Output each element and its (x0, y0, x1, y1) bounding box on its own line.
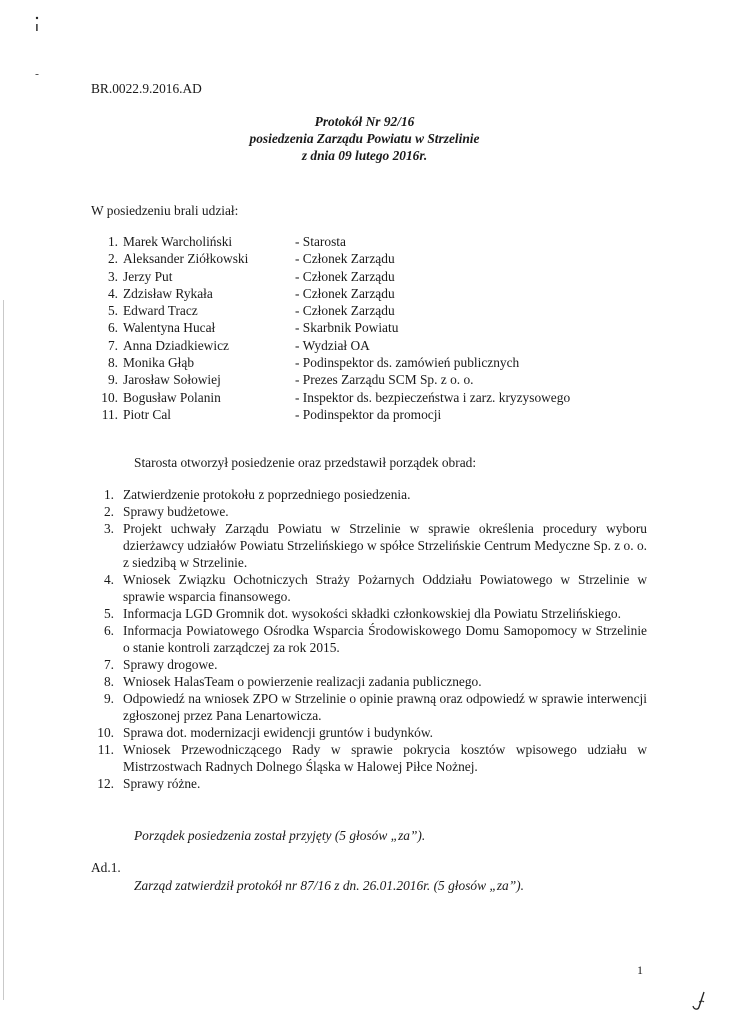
agenda-item-number: 2. (103, 504, 114, 519)
attendee-name: Marek Warcholiński (123, 234, 233, 249)
agenda-item (91, 673, 647, 690)
attendee-name: Anna Dziadkiewicz (123, 337, 229, 353)
attendee-role: - Członek Zarządu (295, 303, 395, 319)
attendee-row (91, 285, 651, 302)
attendee-row (91, 389, 651, 406)
attendee-name: Aleksander Ziółkowski (123, 251, 249, 267)
attendee-row (91, 250, 651, 267)
document-title (0, 113, 729, 164)
document-reference: BR.0022.9.2016.AD (91, 81, 202, 96)
agenda-item-number: 10. (97, 725, 114, 740)
agenda-item-text: Wniosek Przewodniczącego Rady w sprawie pokrycia kosztów wpisowego udziału w Mistrzostwach Radnych Dolnego Śląska w Halowej Piłce Nożnej. (123, 742, 647, 774)
agenda-item-number: 6. (103, 623, 114, 638)
signature-initial (690, 990, 714, 1016)
attendee-name: Edward Tracz (123, 303, 198, 319)
attendee-row (91, 302, 651, 319)
agenda-item (91, 571, 647, 605)
agenda-item-number: 11. (97, 742, 114, 757)
attendee-row (91, 371, 651, 388)
attendance-label: W posiedzeniu brali udział: (91, 203, 239, 218)
attendee-role: - Członek Zarządu (295, 285, 395, 301)
agenda-item-number: 3. (103, 521, 114, 536)
agenda-item-text: Sprawy drogowe. (123, 657, 218, 672)
agenda-item-text: Sprawy budżetowe. (123, 504, 229, 519)
attendee-role: - Podinspektor da promocji (295, 406, 442, 422)
attendee-role: - Inspektor ds. bezpieczeństwa i zarz. kryzysowego (295, 389, 571, 405)
agenda-item-number: 1. (103, 487, 114, 502)
attendee-number: 11. (101, 406, 118, 422)
attendee-number: 4. (107, 285, 118, 301)
agenda-item-number: 4. (103, 572, 114, 587)
agenda-item-text: Wniosek HalasTeam o powierzenie realizacji zadania publicznego. (123, 674, 482, 689)
agenda-item-number: 7. (103, 657, 114, 672)
agenda-list (91, 486, 647, 792)
ad1-label: Ad.1. (91, 860, 121, 875)
agenda-item (91, 656, 647, 673)
agenda-item-text: Odpowiedź na wniosek ZPO w Strzelinie o opinie prawną oraz odpowiedź w sprawie interwencji zgłoszonej przez Pana Lenartowicza. (123, 691, 647, 723)
ad1-text: Zarząd zatwierdził protokół nr 87/16 z dn. 26.01.2016r. (5 głosów „za”). (134, 878, 524, 893)
agenda-intro: Starosta otworzył posiedzenie oraz przedstawił porządek obrad: (134, 455, 477, 470)
agenda-item (91, 622, 647, 656)
agenda-item (91, 775, 647, 792)
scan-edge-line (3, 300, 4, 1000)
attendee-number: 2. (107, 251, 118, 267)
title-line-1: Protokół Nr 92/16 (314, 114, 415, 129)
attendee-role: - Wydział OA (295, 337, 370, 353)
attendee-name: Bogusław Polanin (123, 389, 221, 405)
attendee-role: - Członek Zarządu (295, 251, 395, 267)
attendee-name: Walentyna Hucał (123, 320, 216, 336)
agenda-item (91, 724, 647, 741)
agenda-item-text: Sprawa dot. modernizacji ewidencji gruntów i budynków. (123, 725, 434, 740)
agenda-item-number: 12. (97, 776, 114, 791)
page-number: 1 (637, 963, 643, 977)
attendee-role: - Skarbnik Powiatu (295, 320, 399, 336)
attendee-row (91, 233, 651, 250)
attendee-number: 9. (107, 372, 118, 388)
agenda-item-number: 9. (103, 691, 114, 706)
agenda-item-text: Informacja LGD Gromnik dot. wysokości składki członkowskiej dla Powiatu Strzelińskiego. (123, 606, 621, 621)
attendee-role: - Członek Zarządu (295, 268, 395, 284)
attendee-number: 7. (107, 337, 118, 353)
agenda-item-number: 8. (103, 674, 114, 689)
attendee-name: Jarosław Sołowiej (123, 372, 221, 388)
agenda-item-text: Projekt uchwały Zarządu Powiatu w Strzelinie w sprawie określenia procedury wyboru dzierżawcy udziałów Powiatu Strzelińskiego w spółce Strzelińskie Centrum Medyczne Sp. z o. o. z siedzibą w Strzelinie. (123, 521, 647, 570)
agenda-accepted-note: Porządek posiedzenia został przyjęty (5 głosów „za”). (134, 828, 426, 843)
attendee-name: Zdzisław Rykała (123, 285, 213, 301)
agenda-item (91, 605, 647, 622)
agenda-item (91, 741, 647, 775)
agenda-item (91, 520, 647, 571)
attendee-role: - Starosta (295, 234, 346, 249)
attendee-name: Monika Głąb (123, 355, 195, 371)
agenda-item (91, 690, 647, 724)
attendee-role: - Prezes Zarządu SCM Sp. z o. o. (295, 372, 474, 388)
attendee-row (91, 319, 651, 336)
title-line-2: posiedzenia Zarządu Powiatu w Strzelinie (249, 131, 480, 146)
attendee-number: 8. (107, 355, 118, 371)
attendee-number: 1. (107, 234, 118, 249)
attendee-row (91, 354, 651, 371)
attendee-row (91, 406, 651, 423)
attendee-role: - Podinspektor ds. zamówień publicznych (295, 355, 520, 371)
attendee-name: Piotr Cal (123, 406, 171, 422)
attendee-list (91, 233, 651, 423)
agenda-item-text: Sprawy różne. (123, 776, 201, 791)
agenda-item-text: Informacja Powiatowego Ośrodka Wsparcia Środowiskowego Domu Samopomocy w Strzelinie o stanie kontroli zarządczej za rok 2015. (123, 623, 647, 655)
attendee-number: 3. (107, 268, 118, 284)
attendee-name: Jerzy Put (123, 268, 173, 284)
agenda-item (91, 503, 647, 520)
attendee-number: 6. (107, 320, 118, 336)
attendee-number: 5. (107, 303, 118, 319)
agenda-item-number: 5. (103, 606, 114, 621)
attendee-number: 10. (101, 389, 118, 405)
agenda-item-text: Wniosek Związku Ochotniczych Straży Pożarnych Oddziału Powiatowego w Strzelinie w sprawie wsparcia finansowego. (123, 572, 647, 604)
attendee-row (91, 268, 651, 285)
agenda-item-text: Zatwierdzenie protokołu z poprzedniego posiedzenia. (123, 487, 411, 502)
scan-marks (34, 14, 44, 86)
agenda-item (91, 486, 647, 503)
attendee-row (91, 337, 651, 354)
title-line-3: z dnia 09 lutego 2016r. (301, 148, 428, 163)
